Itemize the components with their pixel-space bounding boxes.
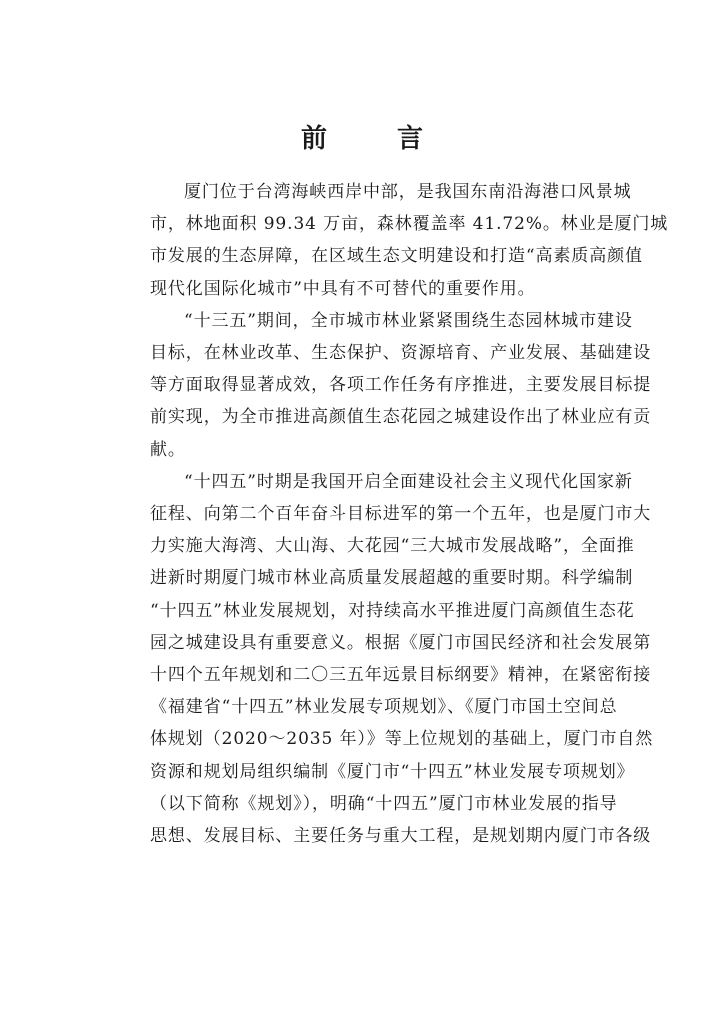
text-line: 力实施大海湾、大山海、大花园“三大城市发展战略”，全面推 <box>150 536 635 557</box>
text-line: 《福建省“十四五”林业发展专项规划》、《厦门市国土空间总 <box>150 697 618 718</box>
paragraph-14th-plan <box>116 466 654 852</box>
text-line: 征程、向第二个百年奋斗目标进军的第一个五年，也是厦门市大 <box>150 504 652 525</box>
text-line: “十三五”期间，全市城市林业紧紧围绕生态园林城市建设 <box>184 310 633 331</box>
document-body <box>116 176 669 852</box>
text-line: 目标，在林业改革、生态保护、资源培育、产业发展、基础建设 <box>150 343 652 364</box>
text-line: （以下简称《规划》），明确“十四五”厦门市林业发展的指导 <box>150 793 618 814</box>
text-line: 进新时期厦门城市林业高质量发展超越的重要时期。科学编制 <box>150 568 634 589</box>
paragraph-13th-plan <box>116 305 652 466</box>
text-line: “十四五”林业发展规划，对持续高水平推进厦门高颜值生态花 <box>150 600 635 621</box>
text-line: 资源和规划局组织编制《厦门市“十四五”林业发展专项规划》 <box>150 761 635 782</box>
text-line: 市，林地面积 99.34 万亩，森林覆盖率 41.72%。林业是厦门城 <box>150 214 669 235</box>
text-line: “十四五”时期是我国开启全面建设社会主义现代化国家新 <box>184 471 633 492</box>
text-line: 市发展的生态屏障，在区域生态文明建设和打造“高素质高颜值 <box>150 246 643 267</box>
text-line: 十四个五年规划和二〇三五年远景目标纲要》精神，在紧密衔接 <box>150 665 652 686</box>
text-line: 厦门位于台湾海峡西岸中部，是我国东南沿海港口风景城 <box>184 182 632 202</box>
text-line: 献。 <box>150 439 186 460</box>
page-title: 前 言 <box>300 124 445 154</box>
text-line: 等方面取得显著成效，各项工作任务有序推进，主要发展目标提 <box>150 375 652 396</box>
text-line: 体规划（2020～2035 年）》等上位规划的基础上，厦门市自然 <box>150 729 654 750</box>
text-line: 前实现，为全市推进高颜值生态花园之城建设作出了林业应有贡 <box>150 407 652 428</box>
paragraph-intro <box>116 176 669 305</box>
text-line: 思想、发展目标、主要任务与重大工程，是规划期内厦门市各级 <box>150 826 652 847</box>
text-line: 园之城建设具有重要意义。根据《厦门市国民经济和社会发展第 <box>150 632 652 653</box>
text-line: 现代化国际化城市”中具有不可替代的重要作用。 <box>150 278 536 299</box>
